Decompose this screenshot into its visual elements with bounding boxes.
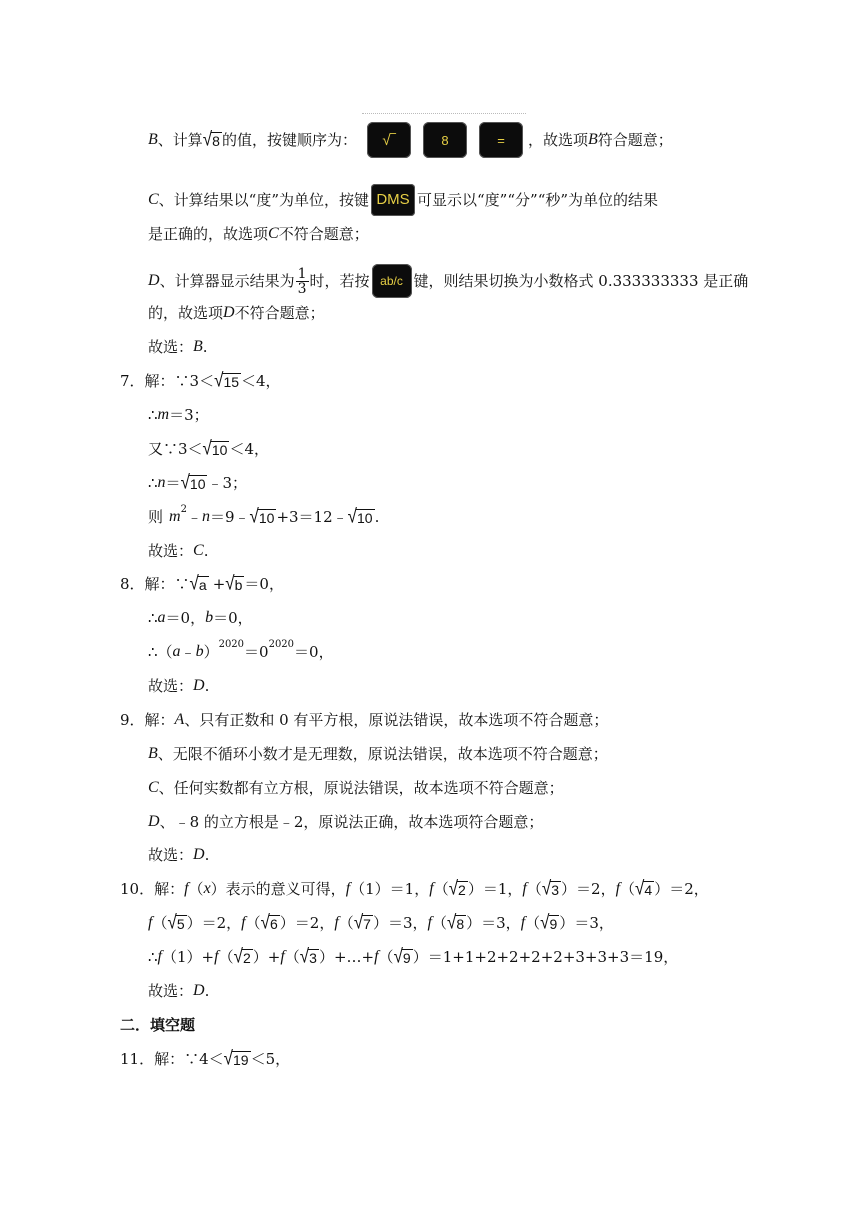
sqrt-expression: √ 2 bbox=[233, 944, 251, 967]
text: （ bbox=[188, 880, 204, 898]
q7-line-2 bbox=[148, 405, 209, 425]
text: ） bbox=[654, 880, 670, 898]
function-name: f bbox=[184, 880, 189, 897]
text: 、任何实数都有立方根，原说法错误，故本选项不符合题意； bbox=[158, 779, 564, 797]
text: 、无限不循环小数才是无理数，原说法错误，故本选项不符合题意； bbox=[157, 745, 608, 763]
text: ） bbox=[466, 914, 482, 932]
equals-key-icon: = bbox=[479, 122, 523, 158]
sqrt-expression: √ a bbox=[189, 571, 207, 594]
text: （ bbox=[431, 914, 447, 932]
text: . bbox=[203, 542, 209, 560]
text: . bbox=[204, 982, 210, 1000]
question-number: 7．解：∵3＜ bbox=[120, 372, 215, 390]
text: ） bbox=[561, 880, 577, 898]
text: （ bbox=[433, 880, 449, 898]
text: ＝3， bbox=[481, 914, 521, 932]
text: ＝3， bbox=[387, 914, 428, 932]
variable: a bbox=[172, 643, 181, 660]
text: （ bbox=[152, 914, 168, 932]
text: （ bbox=[378, 948, 394, 966]
option-letter: C bbox=[148, 779, 159, 796]
text: 又∵3＜ bbox=[148, 440, 203, 458]
function-name: f bbox=[615, 880, 621, 897]
text: （1）+ bbox=[162, 948, 215, 966]
text: ） bbox=[186, 914, 202, 932]
text: 符合题意； bbox=[597, 131, 673, 149]
text: . bbox=[204, 846, 210, 864]
text: ）表示的意义可得， bbox=[210, 880, 346, 898]
variable: n bbox=[157, 474, 166, 491]
text: （ bbox=[218, 948, 234, 966]
q10-answer bbox=[148, 981, 209, 1001]
q6-option-c-cont bbox=[148, 224, 369, 244]
text: 是正确的，故选项 bbox=[148, 225, 269, 243]
sqrt-expression: √ 3 bbox=[299, 944, 317, 967]
section-heading bbox=[120, 1015, 195, 1035]
sqrt-expression: √ 4 bbox=[635, 876, 653, 899]
function-name: f bbox=[522, 880, 527, 897]
text: 时，若按 bbox=[309, 272, 370, 290]
text: ﹣ bbox=[180, 643, 196, 661]
sqrt-expression: √ 8 bbox=[446, 910, 465, 933]
q9-answer bbox=[148, 845, 209, 865]
text: ＝2， bbox=[294, 914, 335, 932]
variable: x bbox=[203, 880, 211, 897]
answer-letter: D bbox=[193, 846, 205, 863]
text: ） bbox=[372, 914, 388, 932]
question-number: 9．解： bbox=[120, 711, 175, 729]
option-letter: C bbox=[148, 191, 159, 208]
text: （ bbox=[620, 880, 636, 898]
sqrt-key-icon: √‾ bbox=[367, 122, 411, 158]
exponent: 2020 bbox=[218, 639, 245, 650]
q6-option-b-end bbox=[528, 130, 673, 150]
function-name: f bbox=[157, 948, 162, 965]
text: 的，故选项 bbox=[148, 304, 224, 322]
function-name: f bbox=[520, 914, 526, 931]
question-number: 11．解：∵4＜ bbox=[120, 1050, 224, 1068]
text: （ bbox=[338, 914, 354, 932]
text: ﹣ bbox=[186, 508, 202, 526]
text: ＜4， bbox=[241, 372, 281, 390]
text: ＝0， bbox=[244, 575, 284, 593]
text: ＝3， bbox=[574, 914, 614, 932]
answer-letter: D bbox=[193, 982, 205, 999]
text: ） bbox=[318, 948, 334, 966]
q7-answer bbox=[148, 541, 208, 561]
question-number: 8．解：∵ bbox=[120, 575, 190, 593]
function-name: f bbox=[334, 914, 339, 931]
question-number: 10．解： bbox=[120, 880, 185, 898]
sqrt-expression: √ 9 bbox=[540, 910, 558, 933]
text: ∴（ bbox=[148, 643, 173, 661]
text: 、﹣8 的立方根是﹣2，原说法正确，故本选项符合题意； bbox=[159, 813, 544, 831]
text: ＝0， bbox=[213, 609, 253, 627]
q7-line-1 bbox=[120, 368, 281, 391]
option-letter: C bbox=[268, 225, 279, 242]
text: ∴ bbox=[148, 948, 158, 966]
sqrt-expression: √ 8 bbox=[202, 127, 220, 150]
option-letter: B bbox=[588, 131, 598, 148]
q6-option-d-cont bbox=[148, 303, 325, 323]
text: ） bbox=[559, 914, 575, 932]
function-name: f bbox=[429, 880, 434, 897]
text: . bbox=[374, 508, 380, 526]
option-letter: B bbox=[148, 131, 158, 148]
function-name: f bbox=[374, 948, 379, 965]
answer-label: 故选： bbox=[148, 338, 194, 356]
sqrt-expression: √ 10 bbox=[249, 504, 275, 527]
text: ＝1， bbox=[482, 880, 523, 898]
text: ＝ bbox=[165, 474, 181, 492]
text: ＝0， bbox=[165, 609, 206, 627]
text: + bbox=[212, 575, 226, 593]
q11-line-1 bbox=[120, 1046, 291, 1069]
sqrt-expression: √ 3 bbox=[541, 876, 560, 899]
text: +3＝12﹣ bbox=[276, 508, 348, 526]
text: 、计算结果以“度”为单位，按键 bbox=[158, 191, 370, 209]
fraction: $\frac{1}{3}$ bbox=[297, 265, 307, 297]
text: ＝0 bbox=[244, 643, 269, 661]
text: 键，则结果切换为小数格式 0.333333333 是正确 bbox=[413, 272, 749, 290]
sqrt-expression: √ 19 bbox=[223, 1046, 249, 1069]
answer-label: 故选： bbox=[148, 677, 194, 695]
text: ＝3； bbox=[169, 406, 209, 424]
q10-line-3 bbox=[148, 944, 679, 967]
text: 可显示以“度”“分”“秒”为单位的结果 bbox=[417, 191, 659, 209]
text: ） bbox=[203, 643, 219, 661]
q6-answer bbox=[148, 337, 208, 357]
fraction-key-icon: ab/c bbox=[372, 264, 412, 298]
sqrt-expression: √ b bbox=[225, 571, 243, 594]
function-name: f bbox=[280, 948, 285, 965]
variable: m bbox=[169, 508, 181, 525]
text: ） bbox=[252, 948, 268, 966]
variable: a bbox=[157, 609, 166, 626]
answer-label: 故选： bbox=[148, 982, 194, 1000]
text: ﹣3； bbox=[207, 474, 248, 492]
answer-label: 故选： bbox=[148, 846, 194, 864]
variable: b bbox=[195, 643, 204, 660]
text: 不符合题意； bbox=[234, 304, 325, 322]
q10-line-2 bbox=[148, 910, 614, 933]
text: （ bbox=[284, 948, 300, 966]
sqrt-expression: √ 10 bbox=[180, 470, 206, 493]
function-name: f bbox=[148, 914, 153, 931]
text: （1）＝1， bbox=[350, 880, 430, 898]
separator bbox=[362, 113, 526, 114]
q6-option-c bbox=[148, 184, 658, 216]
variable: n bbox=[201, 508, 210, 525]
text: ） bbox=[279, 914, 295, 932]
text: （ bbox=[526, 880, 542, 898]
text: ＝2， bbox=[576, 880, 616, 898]
q6-option-d bbox=[148, 264, 748, 298]
text: ＝2， bbox=[669, 880, 709, 898]
variable: m bbox=[157, 406, 170, 423]
text: ，故选项 bbox=[528, 131, 589, 149]
function-name: f bbox=[345, 880, 351, 897]
text: ＝2， bbox=[201, 914, 242, 932]
option-letter: D bbox=[148, 813, 160, 830]
text: . bbox=[202, 338, 208, 356]
q8-line-3 bbox=[148, 639, 334, 662]
q7-line-4 bbox=[148, 470, 248, 493]
text: + bbox=[267, 948, 281, 966]
variable: b bbox=[205, 609, 214, 626]
function-name: f bbox=[214, 948, 219, 965]
exponent: 2 bbox=[180, 504, 187, 515]
text: （ bbox=[245, 914, 261, 932]
sqrt-expression: √ 2 bbox=[448, 876, 466, 899]
text: ∴ bbox=[148, 406, 158, 424]
q7-line-3 bbox=[148, 436, 270, 459]
q9-line-c bbox=[148, 778, 564, 798]
text: 、计算 bbox=[157, 131, 203, 149]
function-name: f bbox=[427, 914, 432, 931]
text: 则 bbox=[148, 508, 164, 526]
answer-letter: C bbox=[193, 542, 204, 559]
option-letter: B bbox=[148, 745, 158, 762]
sqrt-expression: √ 7 bbox=[353, 910, 371, 933]
text: ∴ bbox=[148, 474, 158, 492]
q9-line-d bbox=[148, 812, 543, 832]
answer-letter: D bbox=[193, 677, 205, 694]
answer-label: 故选： bbox=[148, 542, 194, 560]
text: ＝0， bbox=[294, 643, 334, 661]
text: ） bbox=[412, 948, 428, 966]
function-name: f bbox=[241, 914, 246, 931]
text: 、计算器显示结果为 bbox=[159, 272, 295, 290]
sqrt-expression: √ 15 bbox=[214, 368, 240, 391]
text: ＜4， bbox=[229, 440, 270, 458]
q9-line-b bbox=[148, 744, 608, 764]
q10-line-1 bbox=[120, 876, 709, 899]
q6-option-b bbox=[148, 127, 357, 150]
section-title: 二．填空题 bbox=[120, 1016, 196, 1034]
q8-answer bbox=[148, 676, 209, 696]
q7-line-5 bbox=[148, 504, 380, 527]
text: ＜5， bbox=[250, 1050, 291, 1068]
sqrt-expression: √ 5 bbox=[167, 910, 185, 933]
sqrt-expression: √ 6 bbox=[260, 910, 278, 933]
q8-line-2 bbox=[148, 608, 253, 628]
option-letter: D bbox=[223, 304, 235, 321]
text: ） bbox=[467, 880, 483, 898]
option-letter: D bbox=[148, 272, 160, 289]
sqrt-expression: √ 10 bbox=[347, 504, 373, 527]
sqrt-expression: √ 9 bbox=[393, 944, 411, 967]
q8-line-1 bbox=[120, 571, 284, 594]
exponent: 2020 bbox=[268, 639, 295, 650]
sqrt-expression: √ 10 bbox=[202, 436, 228, 459]
eight-key-icon: 8 bbox=[423, 122, 467, 158]
text: 、只有正数和 0 有平方根，原说法错误，故本选项不符合题意； bbox=[184, 711, 609, 729]
text: ＝9﹣ bbox=[209, 508, 250, 526]
text: ∴ bbox=[148, 609, 158, 627]
q9-line-a bbox=[120, 710, 608, 730]
answer-letter: B bbox=[193, 338, 203, 355]
text: +…+ bbox=[333, 948, 375, 966]
text: 的值，按键顺序为： bbox=[221, 131, 357, 149]
text: 不符合题意； bbox=[278, 225, 369, 243]
dms-key-icon: DMS bbox=[371, 184, 415, 216]
text: （ bbox=[525, 914, 541, 932]
text: ＝1+1+2+2+2+2+3+3+3＝19， bbox=[427, 948, 679, 966]
text: . bbox=[204, 677, 210, 695]
option-letter: A bbox=[174, 711, 185, 728]
